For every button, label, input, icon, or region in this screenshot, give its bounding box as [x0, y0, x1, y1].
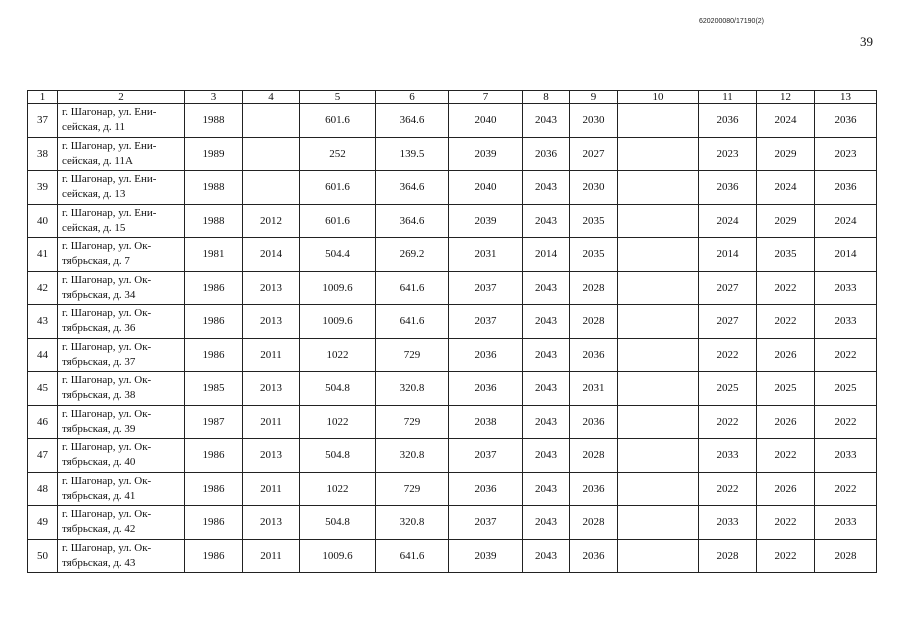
- col11-cell: 2022: [699, 472, 757, 506]
- col13-cell: 2024: [815, 204, 877, 238]
- address-line-1: г. Шагонар, ул. Ок-: [62, 273, 152, 286]
- address-line-2: тябрьская, д. 7: [62, 255, 130, 268]
- col11-cell: 2036: [699, 171, 757, 205]
- address-cell: [58, 472, 185, 506]
- col11-cell: 2033: [699, 439, 757, 473]
- row-number-cell: 47: [28, 439, 58, 473]
- address-line-2: сейская, д. 11А: [62, 154, 133, 167]
- column-header: 4: [243, 91, 300, 104]
- column-header: 3: [185, 91, 243, 104]
- row-number-cell: 38: [28, 137, 58, 171]
- col9-cell: 2028: [570, 305, 618, 339]
- col13-cell: 2036: [815, 104, 877, 138]
- table-row: [28, 472, 877, 506]
- col12-cell: 2024: [757, 104, 815, 138]
- col12-cell: 2022: [757, 506, 815, 540]
- col7-cell: 2037: [449, 271, 523, 305]
- address-line-1: г. Шагонар, ул. Ок-: [62, 541, 152, 554]
- col8-cell: 2043: [523, 204, 570, 238]
- col11-cell: 2036: [699, 104, 757, 138]
- col4-cell: 2012: [243, 204, 300, 238]
- row-number-cell: 49: [28, 506, 58, 540]
- col9-cell: 2036: [570, 472, 618, 506]
- total-area-cell: 601.6: [300, 204, 376, 238]
- address-line-2: тябрьская, д. 37: [62, 355, 136, 368]
- col12-cell: 2029: [757, 204, 815, 238]
- col13-cell: 2022: [815, 472, 877, 506]
- address-line-2: сейская, д. 13: [62, 188, 126, 201]
- col9-cell: 2028: [570, 506, 618, 540]
- col4-cell: 2011: [243, 472, 300, 506]
- total-area-cell: 1022: [300, 472, 376, 506]
- total-area-cell: 504.8: [300, 439, 376, 473]
- col13-cell: 2014: [815, 238, 877, 272]
- col13-cell: 2028: [815, 539, 877, 573]
- living-area-cell: 320.8: [376, 372, 449, 406]
- year-built-cell: 1986: [185, 305, 243, 339]
- address-line-1: г. Шагонар, ул. Ени-: [62, 106, 157, 119]
- row-number-cell: 37: [28, 104, 58, 138]
- col8-cell: 2014: [523, 238, 570, 272]
- col9-cell: 2030: [570, 171, 618, 205]
- col8-cell: 2036: [523, 137, 570, 171]
- living-area-cell: 364.6: [376, 204, 449, 238]
- col4-cell: 2013: [243, 271, 300, 305]
- col8-cell: 2043: [523, 372, 570, 406]
- year-built-cell: 1981: [185, 238, 243, 272]
- col7-cell: 2038: [449, 405, 523, 439]
- col12-cell: 2026: [757, 472, 815, 506]
- address-line-2: тябрьская, д. 41: [62, 489, 136, 502]
- col8-cell: 2043: [523, 439, 570, 473]
- row-number-cell: 44: [28, 338, 58, 372]
- col9-cell: 2036: [570, 405, 618, 439]
- address-line-2: тябрьская, д. 43: [62, 556, 136, 569]
- address-line-1: г. Шагонар, ул. Ок-: [62, 407, 152, 420]
- row-number-cell: 42: [28, 271, 58, 305]
- address-line-2: сейская, д. 15: [62, 221, 126, 234]
- col9-cell: 2028: [570, 271, 618, 305]
- address-line-1: г. Шагонар, ул. Ок-: [62, 307, 152, 320]
- col7-cell: 2036: [449, 472, 523, 506]
- col13-cell: 2033: [815, 271, 877, 305]
- col4-cell: [243, 137, 300, 171]
- address-cell: [58, 305, 185, 339]
- address-line-1: г. Шагонар, ул. Ок-: [62, 240, 152, 253]
- row-number-cell: 43: [28, 305, 58, 339]
- col10-cell: [618, 539, 699, 573]
- column-header: 2: [58, 91, 185, 104]
- address-cell: [58, 439, 185, 473]
- column-number-row: [28, 91, 877, 104]
- col7-cell: 2040: [449, 104, 523, 138]
- col13-cell: 2023: [815, 137, 877, 171]
- col10-cell: [618, 171, 699, 205]
- col11-cell: 2022: [699, 338, 757, 372]
- col9-cell: 2027: [570, 137, 618, 171]
- col7-cell: 2040: [449, 171, 523, 205]
- year-built-cell: 1986: [185, 506, 243, 540]
- year-built-cell: 1986: [185, 271, 243, 305]
- address-line-1: г. Шагонар, ул. Ок-: [62, 508, 152, 521]
- col9-cell: 2030: [570, 104, 618, 138]
- table-row: [28, 104, 877, 138]
- address-line-1: г. Шагонар, ул. Ок-: [62, 374, 152, 387]
- address-cell: [58, 405, 185, 439]
- table-row: [28, 271, 877, 305]
- address-line-1: г. Шагонар, ул. Ок-: [62, 474, 152, 487]
- table-row: [28, 137, 877, 171]
- table-row: [28, 305, 877, 339]
- col10-cell: [618, 372, 699, 406]
- living-area-cell: 729: [376, 472, 449, 506]
- col10-cell: [618, 506, 699, 540]
- address-line-1: г. Шагонар, ул. Ок-: [62, 441, 152, 454]
- address-line-2: тябрьская, д. 39: [62, 422, 136, 435]
- address-line-1: г. Шагонар, ул. Ени-: [62, 173, 157, 186]
- row-number-cell: 50: [28, 539, 58, 573]
- address-line-2: тябрьская, д. 40: [62, 456, 136, 469]
- col11-cell: 2024: [699, 204, 757, 238]
- col13-cell: 2022: [815, 338, 877, 372]
- col12-cell: 2026: [757, 405, 815, 439]
- year-built-cell: 1987: [185, 405, 243, 439]
- col12-cell: 2026: [757, 338, 815, 372]
- column-header: 10: [618, 91, 699, 104]
- living-area-cell: 320.8: [376, 506, 449, 540]
- total-area-cell: 601.6: [300, 171, 376, 205]
- total-area-cell: 1009.6: [300, 539, 376, 573]
- col9-cell: 2036: [570, 539, 618, 573]
- page-number: 39: [860, 34, 873, 49]
- address-cell: [58, 372, 185, 406]
- col12-cell: 2022: [757, 539, 815, 573]
- column-header: 11: [699, 91, 757, 104]
- total-area-cell: 601.6: [300, 104, 376, 138]
- address-cell: [58, 338, 185, 372]
- row-number-cell: 46: [28, 405, 58, 439]
- row-number-cell: 41: [28, 238, 58, 272]
- col7-cell: 2037: [449, 439, 523, 473]
- total-area-cell: 252: [300, 137, 376, 171]
- col11-cell: 2028: [699, 539, 757, 573]
- living-area-cell: 364.6: [376, 104, 449, 138]
- col12-cell: 2022: [757, 439, 815, 473]
- address-cell: [58, 204, 185, 238]
- col8-cell: 2043: [523, 338, 570, 372]
- table-row: [28, 506, 877, 540]
- address-line-2: сейская, д. 11: [62, 121, 125, 134]
- col7-cell: 2037: [449, 506, 523, 540]
- col9-cell: 2035: [570, 238, 618, 272]
- address-line-1: г. Шагонар, ул. Ок-: [62, 340, 152, 353]
- col12-cell: 2022: [757, 305, 815, 339]
- year-built-cell: 1988: [185, 104, 243, 138]
- column-header: 6: [376, 91, 449, 104]
- table-row: [28, 372, 877, 406]
- address-line-2: тябрьская, д. 38: [62, 389, 136, 402]
- col8-cell: 2043: [523, 405, 570, 439]
- col13-cell: 2025: [815, 372, 877, 406]
- living-area-cell: 641.6: [376, 305, 449, 339]
- total-area-cell: 504.4: [300, 238, 376, 272]
- col12-cell: 2035: [757, 238, 815, 272]
- year-built-cell: 1986: [185, 539, 243, 573]
- row-number-cell: 40: [28, 204, 58, 238]
- total-area-cell: 1009.6: [300, 271, 376, 305]
- year-built-cell: 1989: [185, 137, 243, 171]
- col13-cell: 2033: [815, 439, 877, 473]
- living-area-cell: 729: [376, 338, 449, 372]
- col8-cell: 2043: [523, 472, 570, 506]
- col10-cell: [618, 104, 699, 138]
- total-area-cell: 504.8: [300, 372, 376, 406]
- total-area-cell: 1022: [300, 405, 376, 439]
- col11-cell: 2027: [699, 305, 757, 339]
- col10-cell: [618, 271, 699, 305]
- col4-cell: [243, 171, 300, 205]
- column-header: 7: [449, 91, 523, 104]
- row-number-cell: 39: [28, 171, 58, 205]
- table-row: [28, 171, 877, 205]
- year-built-cell: 1986: [185, 472, 243, 506]
- col11-cell: 2025: [699, 372, 757, 406]
- col11-cell: 2014: [699, 238, 757, 272]
- col7-cell: 2037: [449, 305, 523, 339]
- living-area-cell: 320.8: [376, 439, 449, 473]
- col4-cell: [243, 104, 300, 138]
- living-area-cell: 364.6: [376, 171, 449, 205]
- col8-cell: 2043: [523, 271, 570, 305]
- col4-cell: 2013: [243, 372, 300, 406]
- address-cell: [58, 506, 185, 540]
- column-header: 1: [28, 91, 58, 104]
- column-header: 13: [815, 91, 877, 104]
- col10-cell: [618, 439, 699, 473]
- living-area-cell: 729: [376, 405, 449, 439]
- col13-cell: 2036: [815, 171, 877, 205]
- col7-cell: 2036: [449, 338, 523, 372]
- column-header: 9: [570, 91, 618, 104]
- living-area-cell: 139.5: [376, 137, 449, 171]
- year-built-cell: 1986: [185, 439, 243, 473]
- table-row: [28, 204, 877, 238]
- living-area-cell: 269.2: [376, 238, 449, 272]
- table-row: [28, 439, 877, 473]
- col4-cell: 2013: [243, 506, 300, 540]
- col4-cell: 2011: [243, 405, 300, 439]
- col8-cell: 2043: [523, 506, 570, 540]
- col13-cell: 2033: [815, 305, 877, 339]
- col4-cell: 2013: [243, 305, 300, 339]
- year-built-cell: 1988: [185, 204, 243, 238]
- address-line-1: г. Шагонар, ул. Ени-: [62, 206, 157, 219]
- document-code: 620200080/17190(2): [699, 18, 765, 25]
- col11-cell: 2033: [699, 506, 757, 540]
- row-number-cell: 45: [28, 372, 58, 406]
- col8-cell: 2043: [523, 539, 570, 573]
- col7-cell: 2039: [449, 204, 523, 238]
- column-header: 8: [523, 91, 570, 104]
- col12-cell: 2024: [757, 171, 815, 205]
- year-built-cell: 1985: [185, 372, 243, 406]
- total-area-cell: 1022: [300, 338, 376, 372]
- address-cell: [58, 137, 185, 171]
- col13-cell: 2033: [815, 506, 877, 540]
- column-header: 12: [757, 91, 815, 104]
- total-area-cell: 1009.6: [300, 305, 376, 339]
- year-built-cell: 1986: [185, 338, 243, 372]
- col8-cell: 2043: [523, 171, 570, 205]
- col11-cell: 2023: [699, 137, 757, 171]
- col9-cell: 2035: [570, 204, 618, 238]
- col10-cell: [618, 204, 699, 238]
- col10-cell: [618, 137, 699, 171]
- col4-cell: 2014: [243, 238, 300, 272]
- col10-cell: [618, 472, 699, 506]
- col10-cell: [618, 305, 699, 339]
- col9-cell: 2031: [570, 372, 618, 406]
- col13-cell: 2022: [815, 405, 877, 439]
- address-line-2: тябрьская, д. 42: [62, 523, 136, 536]
- col12-cell: 2022: [757, 271, 815, 305]
- living-area-cell: 641.6: [376, 271, 449, 305]
- col7-cell: 2031: [449, 238, 523, 272]
- col4-cell: 2013: [243, 439, 300, 473]
- address-cell: [58, 271, 185, 305]
- address-cell: [58, 238, 185, 272]
- col4-cell: 2011: [243, 338, 300, 372]
- table-row: [28, 405, 877, 439]
- address-line-1: г. Шагонар, ул. Ени-: [62, 139, 157, 152]
- col8-cell: 2043: [523, 305, 570, 339]
- col9-cell: 2028: [570, 439, 618, 473]
- year-built-cell: 1988: [185, 171, 243, 205]
- row-number-cell: 48: [28, 472, 58, 506]
- table-row: [28, 539, 877, 573]
- housing-register-table: [27, 90, 877, 573]
- col8-cell: 2043: [523, 104, 570, 138]
- address-cell: [58, 171, 185, 205]
- living-area-cell: 641.6: [376, 539, 449, 573]
- address-line-2: тябрьская, д. 36: [62, 322, 136, 335]
- address-cell: [58, 539, 185, 573]
- col4-cell: 2011: [243, 539, 300, 573]
- table-row: [28, 238, 877, 272]
- col11-cell: 2022: [699, 405, 757, 439]
- col12-cell: 2029: [757, 137, 815, 171]
- col7-cell: 2039: [449, 539, 523, 573]
- col12-cell: 2025: [757, 372, 815, 406]
- col10-cell: [618, 238, 699, 272]
- col10-cell: [618, 405, 699, 439]
- col9-cell: 2036: [570, 338, 618, 372]
- col7-cell: 2039: [449, 137, 523, 171]
- total-area-cell: 504.8: [300, 506, 376, 540]
- col10-cell: [618, 338, 699, 372]
- col11-cell: 2027: [699, 271, 757, 305]
- col7-cell: 2036: [449, 372, 523, 406]
- column-header: 5: [300, 91, 376, 104]
- address-line-2: тябрьская, д. 34: [62, 288, 136, 301]
- table-row: [28, 338, 877, 372]
- address-cell: [58, 104, 185, 138]
